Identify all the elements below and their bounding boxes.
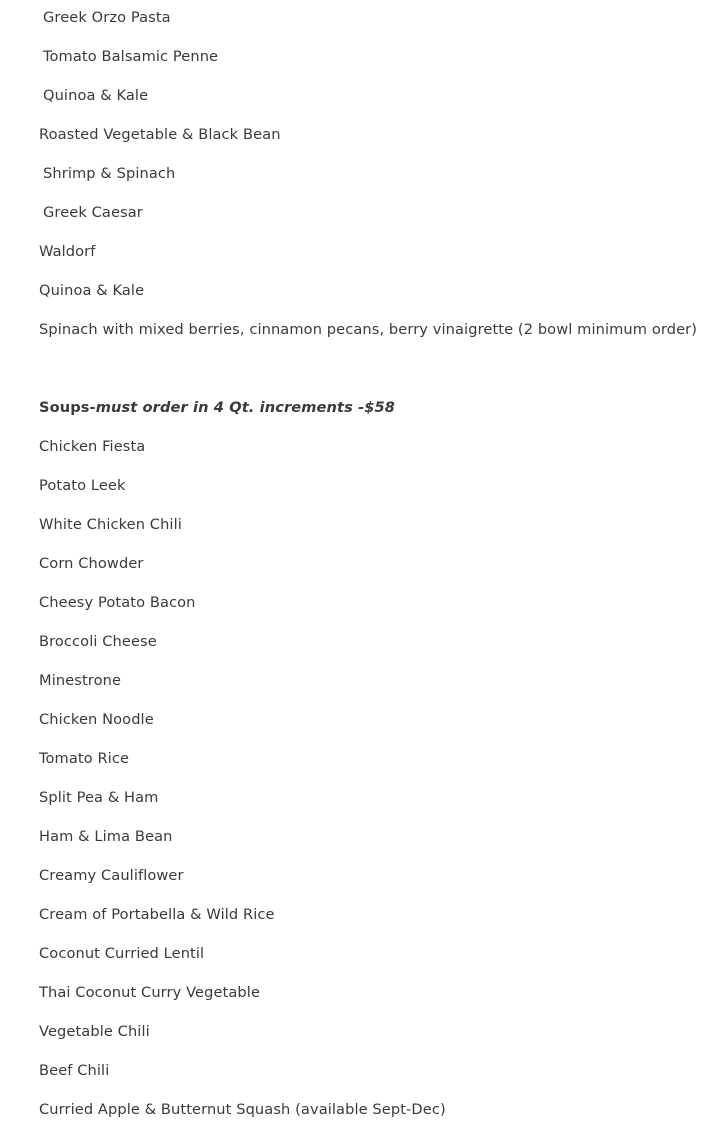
salad-item: Roasted Vegetable & Black Bean — [39, 126, 281, 143]
soups-heading-note: must order in 4 Qt. increments -$58 — [95, 399, 396, 416]
soups-heading-label: Soups- — [39, 399, 96, 416]
soup-item: Corn Chowder — [39, 555, 144, 572]
salad-item: Tomato Balsamic Penne — [43, 48, 219, 65]
soup-item: Split Pea & Ham — [39, 789, 159, 806]
soup-item: Creamy Cauliflower — [39, 867, 184, 884]
soup-item: Cheesy Potato Bacon — [39, 594, 196, 611]
soup-item: Cream of Portabella & Wild Rice — [39, 906, 275, 923]
soup-item: White Chicken Chili — [39, 516, 182, 533]
salad-item: Quinoa & Kale — [39, 282, 145, 299]
salad-item: Greek Orzo Pasta — [43, 9, 171, 26]
soup-item: Minestrone — [39, 672, 122, 689]
soup-item: Tomato Rice — [39, 750, 130, 767]
salad-item: Shrimp & Spinach — [43, 165, 176, 182]
soup-item: Chicken Fiesta — [39, 438, 146, 455]
soup-item: Curried Apple & Butternut Squash (available Sept-Dec) — [39, 1101, 446, 1118]
salad-item: Waldorf — [39, 243, 96, 260]
soup-item: Vegetable Chili — [39, 1023, 150, 1040]
soup-item: Beef Chili — [39, 1062, 110, 1079]
soup-item: Coconut Curried Lentil — [39, 945, 205, 962]
salad-item: Quinoa & Kale — [43, 87, 149, 104]
soup-item: Ham & Lima Bean — [39, 828, 173, 845]
soup-item: Potato Leek — [39, 477, 126, 494]
soup-item: Chicken Noodle — [39, 711, 154, 728]
salad-item: Greek Caesar — [43, 204, 143, 221]
soup-item: Thai Coconut Curry Vegetable — [39, 984, 261, 1001]
soups-heading — [39, 399, 395, 417]
salad-item: Spinach with mixed berries, cinnamon pecans, berry vinaigrette (2 bowl minimum order) — [39, 321, 698, 338]
soup-item: Broccoli Cheese — [39, 633, 157, 650]
